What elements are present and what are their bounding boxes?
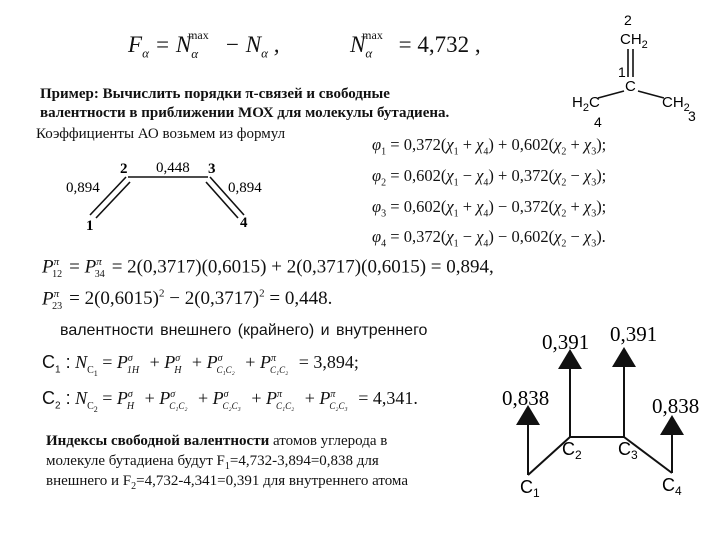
valence-header: валентности внешнего (крайнего) и внутреннего — [60, 322, 428, 339]
summary-line-3: внешнего и $F_2=4,732-4,341=0,391$ для внутреннего атома — [46, 473, 408, 492]
c1-free-valence: 0,838 — [502, 386, 550, 410]
free-valence-diagram — [490, 315, 720, 535]
atom-number-4: 4 — [594, 114, 602, 130]
orbital-phi2: $\varphi_2 = 0,602(\chi_1 - \chi_4) + 0,372(\chi_2 - \chi_3)$; — [372, 166, 607, 189]
example-line-1: Пример: Вычислить порядки π-связей и свободные — [40, 86, 390, 102]
bond-order-p23: $P^\pi_{23} = 2(0,6015)^2 - 2(0,3717)^2 = 0,448$. — [42, 288, 333, 313]
atom-number-1: 1 — [618, 64, 626, 80]
orbital-phi4: $\varphi_4 = 0,372(\chi_1 - \chi_4) - 0,602(\chi_2 - \chi_3)$. — [372, 227, 606, 250]
label-c2: $C_2$ — [562, 439, 582, 462]
chain-bond-order-diagram — [60, 155, 290, 235]
summary-line-1: Индексы свободной валентности атомов углерода в — [46, 433, 388, 449]
example-line-2: валентности в приближении МОХ для молекулы бутадиена. — [40, 105, 450, 121]
atom-n2: 2 — [120, 161, 128, 177]
summary-line-2: молекуле бутадиена будут $F_1=4,732-3,894=0,838$ для — [46, 453, 379, 472]
label-c3: $C_3$ — [618, 439, 638, 462]
orbital-phi3: $\varphi_3 = 0,602(\chi_1 + \chi_4) - 0,372(\chi_2 + \chi_3)$; — [372, 197, 607, 220]
bond-right — [638, 91, 664, 98]
atom-number-2: 2 — [624, 12, 632, 28]
right-ch2: $CH_2$ — [662, 94, 690, 114]
right-bond-order: 0,894 — [228, 180, 262, 196]
free-valence-formula: $F_\alpha = N_\alpha^{max} - N_\alpha$ , — [128, 28, 280, 61]
butadiene-structure — [560, 5, 720, 130]
label-c4: $C_4$ — [662, 475, 682, 498]
c4-free-valence: 0,838 — [652, 394, 700, 418]
nmax-formula: $N_\alpha^{max} = 4,732$ , — [350, 28, 481, 61]
bond-left — [598, 91, 624, 98]
example-line-3: Коэффициенты АО возьмем из формул — [36, 126, 286, 142]
atom-number-3: 3 — [688, 108, 696, 124]
valence-c1: $C_1$ : $N_{C_1} = P^\sigma_{1H} + P^\sigma_H + P^\sigma_{C_1C_2} + P^\pi_{C_1C_2} = 3,894$; — [42, 352, 359, 378]
left-bond-order: 0,894 — [66, 180, 100, 196]
orbital-phi1: $\varphi_1 = 0,372(\chi_1 + \chi_4) + 0,602(\chi_2 + \chi_3)$; — [372, 135, 607, 158]
c2-free-valence: 0,391 — [542, 330, 590, 354]
label-c1: $C_1$ — [520, 477, 540, 500]
ch2-top-label: $CH_2$ — [620, 31, 648, 51]
atom-n4: 4 — [240, 215, 248, 231]
middle-bond-order: 0,448 — [156, 160, 190, 176]
left-ch2: $H_2C$ — [572, 94, 600, 114]
atom-n3: 3 — [208, 161, 216, 177]
c3-free-valence: 0,391 — [610, 322, 658, 346]
valence-c2: $C_2$ : $N_{C_2} = P^\sigma_H + P^\sigma_{C_1C_2} + P^\sigma_{C_2C_3} + P^\pi_{C_1C_2} + P^\pi_{C_2C_3} = 4,341$. — [42, 388, 418, 414]
bond-order-p12: $P^\pi_{12} = P^\pi_{34} = 2(0,3717)(0,6015) + 2(0,3717)(0,6015) = 0,894$, — [42, 256, 494, 281]
central-carbon: C — [625, 78, 636, 95]
atom-n1: 1 — [86, 218, 94, 234]
